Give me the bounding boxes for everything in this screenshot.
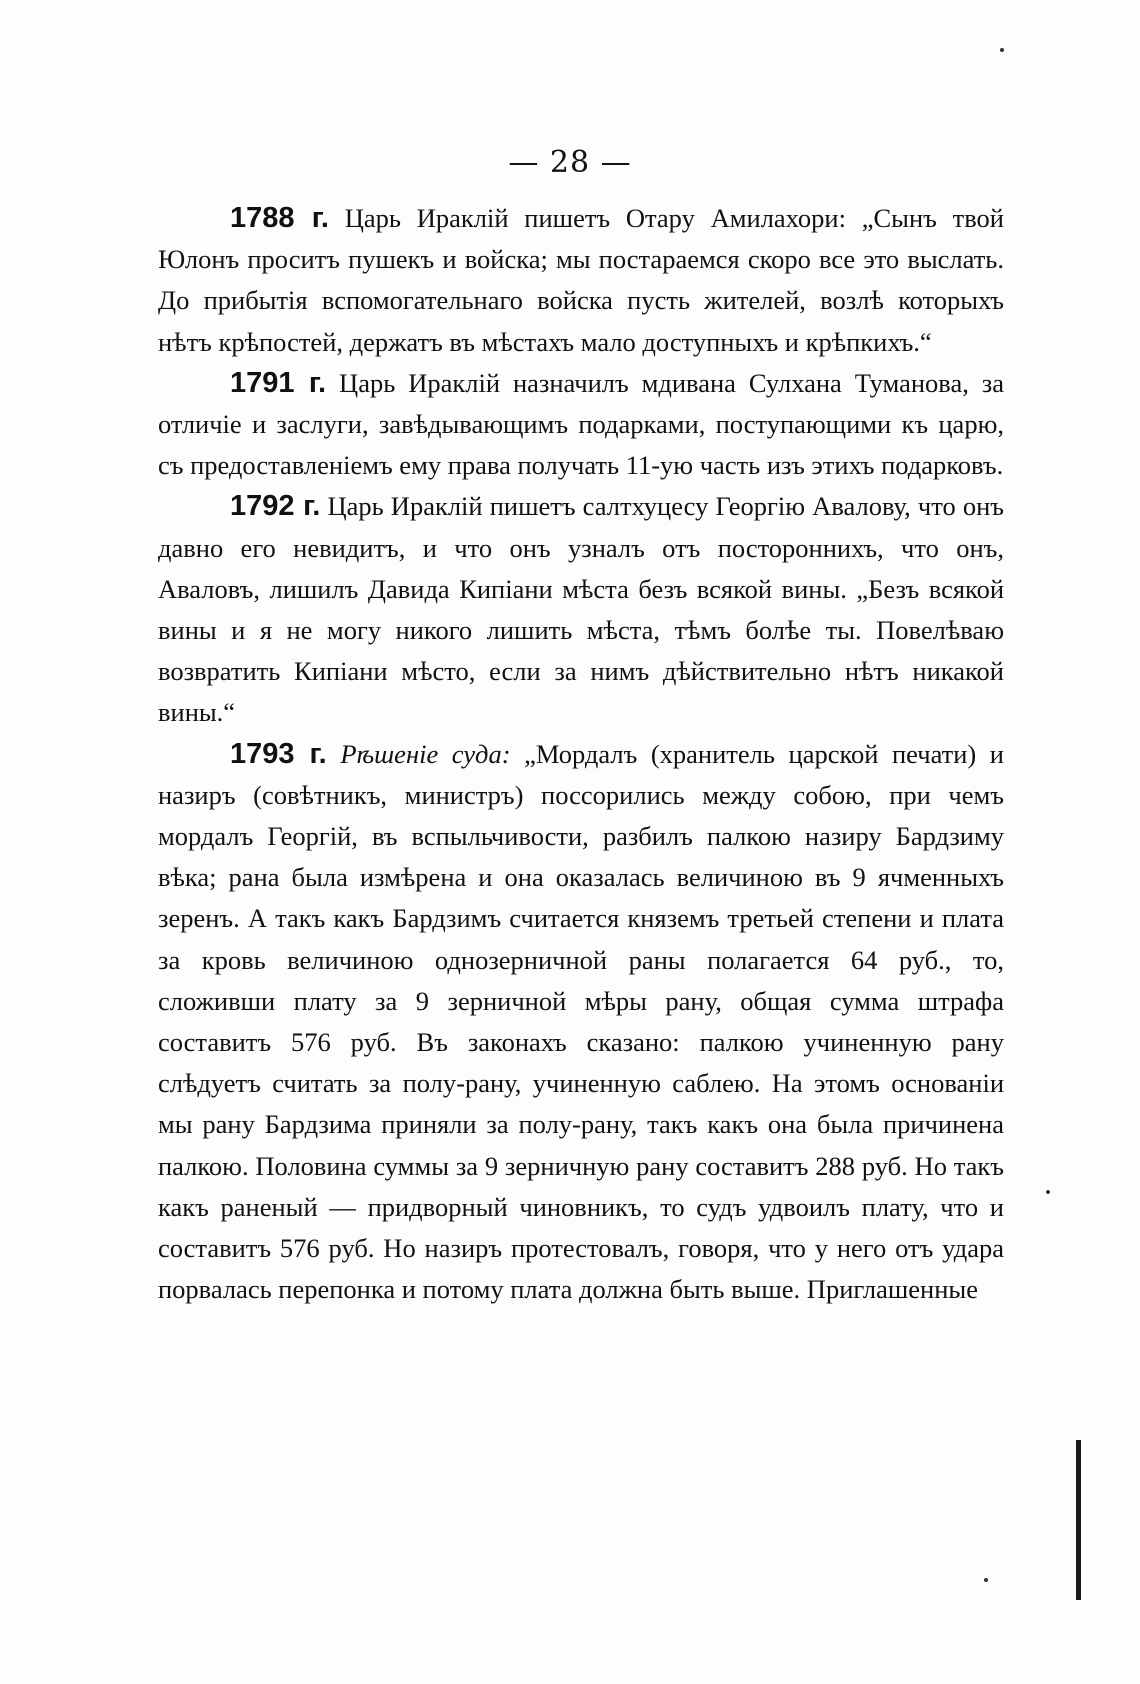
entry-1793 [158,734,1004,1311]
page-body [158,198,1004,1310]
entry-text: „Мордалъ (хранитель царской печати) и назиръ (совѣтникъ, министръ) поссорились между собою, при чемъ мордалъ Георгій, въ вспыльчивости, разбилъ палкою назиру Бардзиму вѣка; рана была измѣрена и она оказалась величиною въ 9 ячменныхъ зеренъ. А такъ какъ Бардзимъ считается княземъ третьей степени и плата за кровь величиною однозерничной раны полагается 64 руб., то, сложивши плату за 9 зерничной мѣры рану, общая сумма штрафа составитъ 576 руб. Въ законахъ сказано: палкою учиненную рану слѣдуетъ считать за полу-рану, учиненную саблею. На этомъ основаніи мы рану Бардзима приняли за полу-рану, такъ какъ она была причинена палкою. Половина суммы за 9 зерничную рану составитъ 288 руб. Но такъ какъ раненый — придворный чиновникъ, то судъ удвоилъ плату, что и составитъ 576 руб. Но назиръ протестовалъ, говоря, что у него отъ удара порвалась перепонка и потому плата должна быть выше. Приглашенные [158,738,1004,1305]
page-number-header: — 28 — [508,145,632,180]
ink-speck [1046,1190,1050,1194]
entry-year: 1791 г. [230,366,327,399]
entry-year: 1793 г. [230,737,327,770]
ink-speck [984,1578,988,1582]
ink-speck [1000,48,1004,52]
entry-italic-lead: Рѣшеніе суда: [340,738,511,769]
entry-text: Царь Ираклій пишетъ Отару Амилахори: „Сынъ твой Юлонъ проситъ пушекъ и войска; мы постараемся скоро все это выслать. До прибытія вспомогательнаго войска пусть жителей, возлѣ которыхъ нѣтъ крѣпостей, держатъ въ мѣстахъ мало доступныхъ и крѣпкихъ.“ [158,203,1004,357]
entry-year: 1792 г. [230,490,321,523]
entry-text: Царь Ираклій пишетъ салтхуцесу Георгію Авалову, что онъ давно его невидитъ, и что онъ узналъ отъ постороннихъ, что онъ, Аваловъ, лишилъ Давида Кипіани мѣста безъ всякой вины. „Безъ всякой вины и я не могу никого лишить мѣста, тѣмъ болѣе ты. Повелѣваю возвратить Кипіани мѣсто, если за нимъ дѣйствительно нѣтъ никакой вины.“ [158,491,1004,728]
margin-rule [1076,1440,1081,1600]
entry-1791 [158,363,1004,487]
entry-year: 1788 г. [230,202,329,234]
entry-1788 [158,198,1004,363]
entry-1792 [158,486,1004,733]
entry-text: Царь Ираклій назначилъ мдивана Сулхана Туманова, за отличіе и заслуги, завѣдывающимъ подарками, поступающими къ царю, съ предоставленіемъ ему права получать 11-ую часть изъ этихъ подарковъ. [158,367,1004,481]
